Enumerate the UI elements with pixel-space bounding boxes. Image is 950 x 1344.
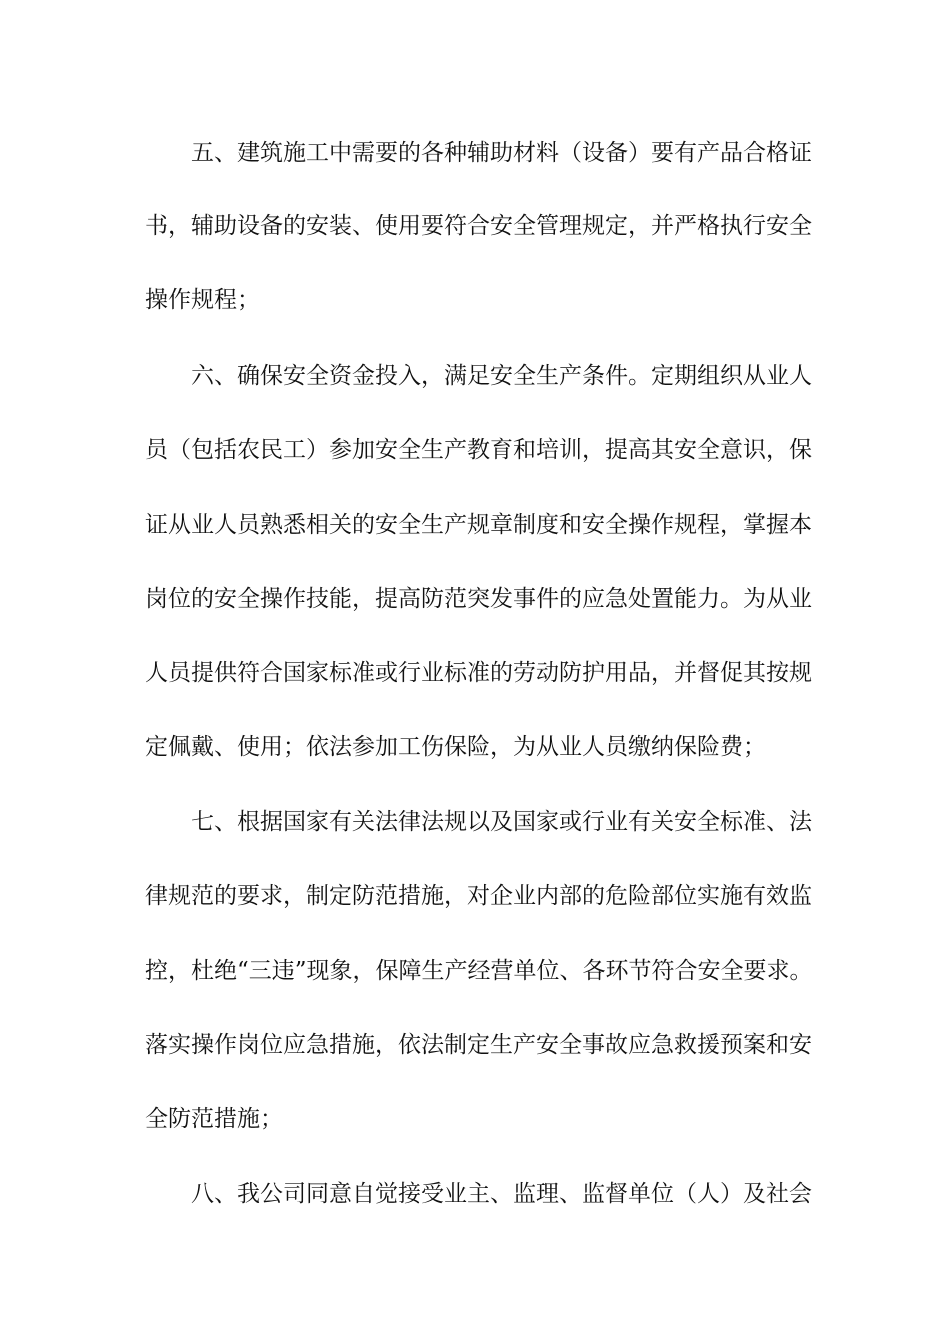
paragraph-6-line-4: 岗位的安全操作技能，提高防范突发事件的应急处置能力。为从业 [145, 586, 812, 612]
paragraph-7-line-1: 七、根据国家有关法律法规以及国家或行业有关安全标准、法 [191, 809, 812, 835]
paragraph-6-line-1: 六、确保安全资金投入，满足安全生产条件。定期组织从业人 [191, 363, 812, 389]
paragraph-5-line-3: 操作规程； [145, 287, 260, 313]
paragraph-6-line-2: 员（包括农民工）参加安全生产教育和培训，提高其安全意识，保 [145, 437, 812, 463]
paragraph-5-line-1: 五、建筑施工中需要的各种辅助材料（设备）要有产品合格证 [191, 140, 812, 166]
paragraph-6-line-6: 定佩戴、使用；依法参加工伤保险，为从业人员缴纳保险费； [145, 734, 766, 760]
paragraph-5-line-2: 书，辅助设备的安装、使用要符合安全管理规定，并严格执行安全 [145, 213, 812, 239]
paragraph-7-line-5: 全防范措施； [145, 1106, 283, 1132]
paragraph-6-line-3: 证从业人员熟悉相关的安全生产规章制度和安全操作规程，掌握本 [145, 512, 812, 538]
paragraph-8-line-1: 八、我公司同意自觉接受业主、监理、监督单位（人）及社会 [191, 1181, 812, 1207]
paragraph-7-line-4: 落实操作岗位应急措施，依法制定生产安全事故应急救援预案和安 [145, 1032, 812, 1058]
paragraph-7-line-3: 控，杜绝“三违”现象，保障生产经营单位、各环节符合安全要求。 [145, 958, 813, 984]
paragraph-6-line-5: 人员提供符合国家标准或行业标准的劳动防护用品，并督促其按规 [145, 660, 812, 686]
paragraph-7-line-2: 律规范的要求，制定防范措施，对企业内部的危险部位实施有效监 [145, 883, 812, 909]
